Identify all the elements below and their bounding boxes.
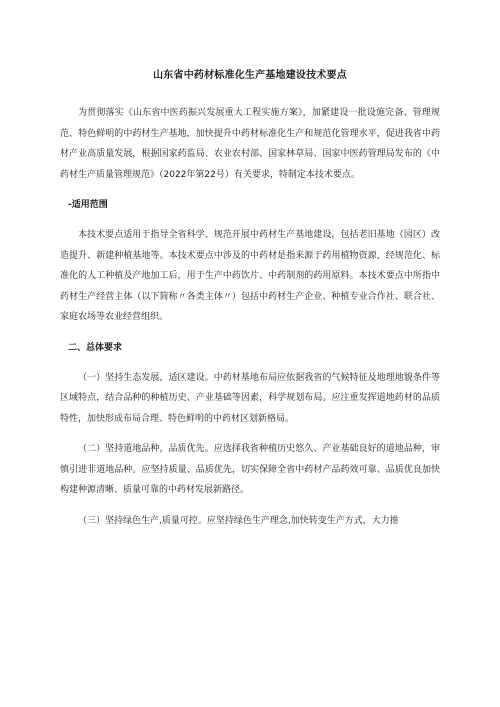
general-item-3: （三）坚持绿色生产,质量可控。应坚持绿色生产理念,加快转变生产方式，大力推 [78,515,399,526]
intro-paragraph: 为贯彻落实《山东省中医药振兴发展重大工程实施方案》，加紧建设一批设施完备、管理规范、特色鲜明的中药材生产基地，加快提升中药材标准化生产和规范化管理水平，促进我省中药材产业高质量发展，根据国家药监局、农业农村部、国家林草局、国家中医药管理局发布的《中药材生产质量管理规范》（2022年第22号）有关要求，特制定本技术要点。 [60,108,440,180]
document-title: 山东省中药材标准化生产基地建设技术要点 [153,70,347,81]
section-heading-general: 二、总体要求 [68,342,123,353]
general-item-2: （二）坚持道地品种，品质优先。应选择我省种植历史悠久、产业基础良好的道地品种，审慎引进非道地品种。应坚持质量、品质优先，切实保障全省中药材产品药效可靠、品质优良加快构建种源清晰、质量可靠的中药材发展新路径。 [60,444,440,495]
general-item-1: （一）坚持生态发展，适区建设。中药材基地布局应依据我省的气候特征及地理地貌条件等区域特点，结合品种的种植历史、产业基础等因素，科学规划布局。应注重发挥道地药材的品质特性，加快形成布局合理、特色鲜明的中药材区划新格局。 [60,372,440,424]
scope-paragraph: 本技术要点适用于指导全省科学、规范开展中药材生产基地建设，包括老旧基地（园区）改造提升、新建种植基地等。本技术要点中涉及的中药材是指来源于药用植物资源，经规范化、标准化的人工种植及产地加工后，用于生产中药饮片、中药制剂的药用原料。本技术要点中所指中药材生产经营主体（以下简称〃各类主体〃）包括中药材生产企业、种植专业合作社、联合社、家庭农场等农业经营组织。 [60,230,440,322]
section-heading-scope: -适用范围 [68,200,108,210]
